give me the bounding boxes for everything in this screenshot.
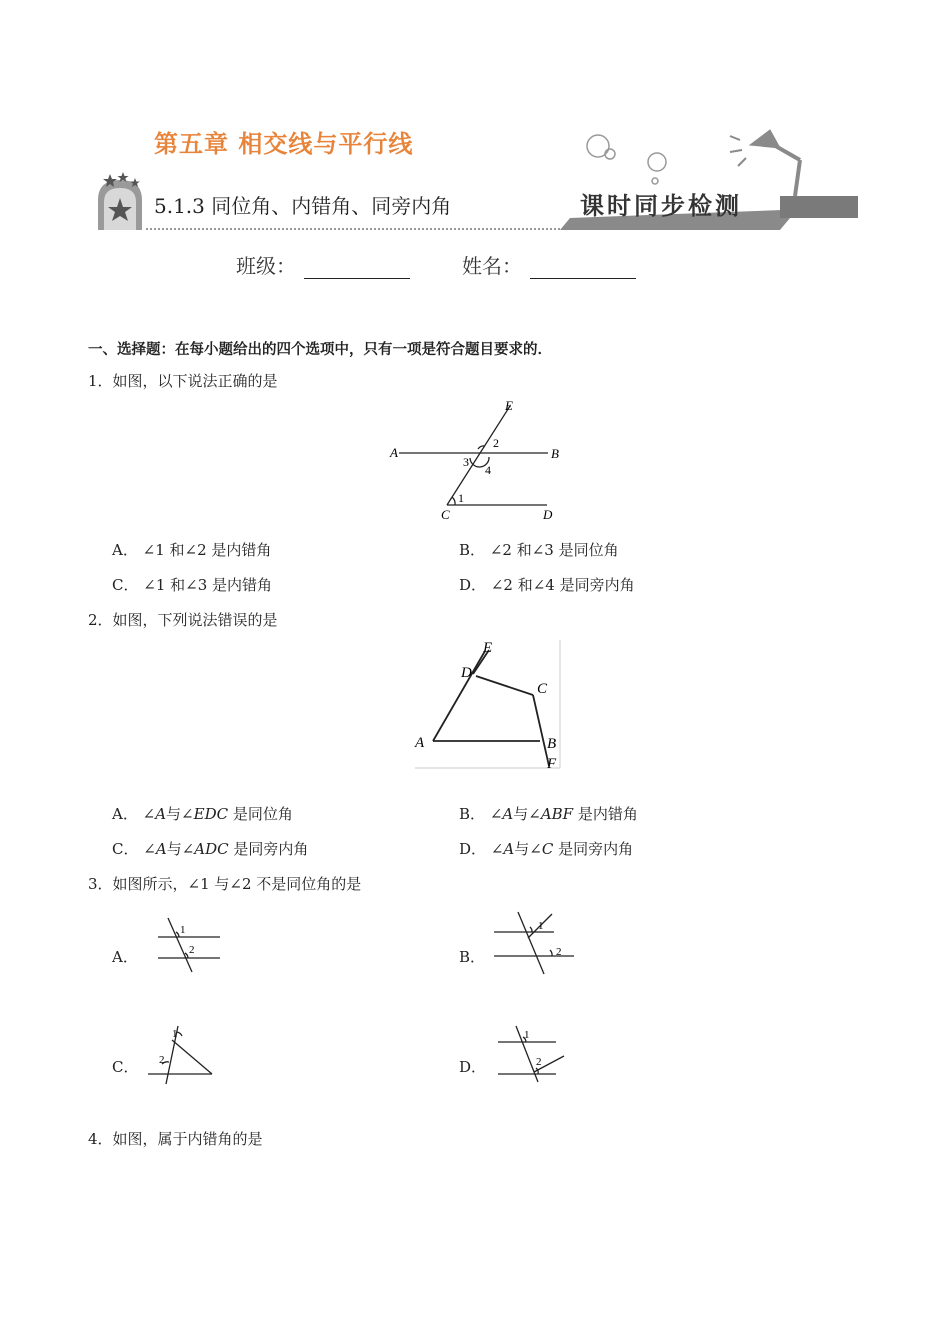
q3-option-c[interactable]: C． — [112, 1058, 139, 1076]
q1-label-2: 2 — [493, 436, 499, 450]
q2-label-a: A — [415, 735, 425, 751]
q1-label-a: A — [390, 445, 398, 460]
q2-option-b[interactable]: B． ∠A与∠ABF 是内错角 — [459, 805, 638, 823]
q2-label-f: F — [547, 756, 557, 772]
q3c-label-1: 1 — [172, 1028, 178, 1040]
class-label: 班级： — [236, 254, 296, 278]
question-3-stem: 3．如图所示，∠1 与∠2 不是同位角的是 — [88, 875, 362, 893]
q1-option-c[interactable]: C． ∠1 和∠3 是内错角 — [112, 576, 273, 594]
question-2-stem: 2．如图，下列说法错误的是 — [88, 611, 278, 629]
q2-label-e: E — [483, 640, 493, 656]
header-banner — [90, 100, 865, 240]
q3-figure-c — [142, 1022, 218, 1088]
question-4-stem: 4．如图，属于内错角的是 — [88, 1130, 263, 1148]
q1-option-b[interactable]: B． ∠2 和∠3 是同位角 — [459, 541, 619, 559]
section-title: 一、选择题：在每小题给出的四个选项中，只有一项是符合题目要求的． — [88, 342, 552, 358]
q1-option-a[interactable]: A． ∠1 和∠2 是内错角 — [112, 541, 272, 559]
q3-figure-a — [154, 914, 226, 976]
lesson-title: 5.1.3 同位角、内错角、同旁内角 — [154, 194, 452, 218]
q1-label-d: D — [543, 507, 553, 522]
q2-label-d: D — [461, 665, 472, 681]
q3d-label-1: 1 — [524, 1029, 530, 1041]
q2-option-c[interactable]: C． ∠A与∠ADC 是同旁内角 — [112, 840, 309, 858]
q3a-label-2: 2 — [189, 944, 195, 956]
q3-option-b[interactable]: B． — [459, 948, 486, 966]
q3b-label-1: 1 — [538, 920, 544, 932]
q1-label-e: E — [505, 398, 513, 413]
q1-label-c: C — [441, 507, 450, 522]
q2-option-d[interactable]: D． ∠A与∠C 是同旁内角 — [459, 840, 634, 858]
question-2-figure — [413, 638, 563, 772]
q2-label-b: B — [547, 736, 557, 752]
q1-label-b: B — [551, 446, 559, 461]
q3-figure-d — [494, 1022, 572, 1086]
name-label: 姓名： — [462, 254, 522, 278]
question-1-stem: 1．如图，以下说法正确的是 — [88, 372, 278, 390]
class-blank[interactable] — [304, 258, 410, 279]
question-1-figure — [385, 394, 565, 526]
q2-label-c: C — [537, 681, 548, 697]
q1-label-3: 3 — [463, 455, 469, 469]
q3b-label-2: 2 — [556, 946, 562, 958]
q1-label-4: 4 — [485, 463, 491, 477]
star-badge-icon — [98, 172, 142, 230]
q3c-label-2: 2 — [159, 1054, 165, 1066]
chapter-title: 第五章 相交线与平行线 — [154, 130, 414, 158]
q1-label-1: 1 — [458, 491, 464, 505]
name-blank[interactable] — [530, 258, 636, 279]
class-name-row — [236, 250, 688, 279]
q1-option-d[interactable]: D． ∠2 和∠4 是同旁内角 — [459, 576, 635, 594]
q2-option-a[interactable]: A． ∠A与∠EDC 是同位角 — [112, 805, 293, 823]
q3a-label-1: 1 — [180, 924, 186, 936]
tagline: 课时同步检测 — [580, 191, 742, 220]
q3-option-a[interactable]: A． — [112, 948, 138, 966]
q3d-label-2: 2 — [536, 1056, 542, 1068]
q3-figure-b — [490, 908, 580, 980]
bubble-icon — [587, 135, 666, 184]
q3-option-d[interactable]: D． — [459, 1058, 487, 1076]
